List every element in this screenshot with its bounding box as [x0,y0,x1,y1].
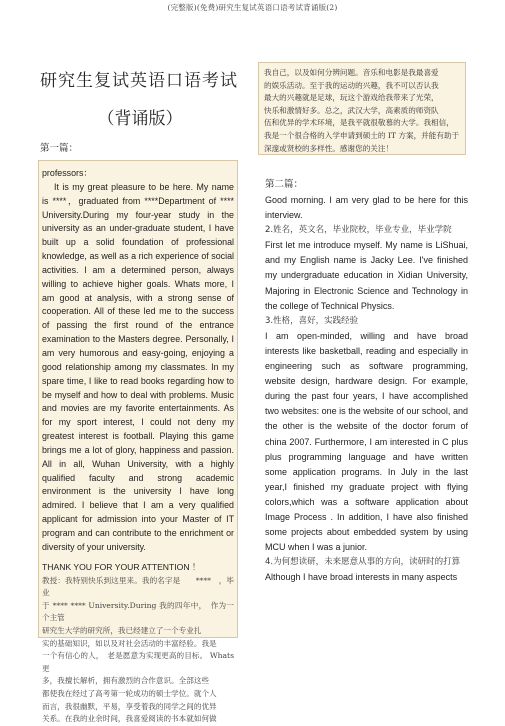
translation-line: 关系。在我的业余时间，我喜爱阅读的书本就如何做 [42,714,217,724]
translation-line: 而言，我很幽默，平易，享受着我的同学之间的优异 [42,701,217,711]
thanks-line: THANK YOU FOR YOUR ATTENTION ！ [42,561,201,572]
second-article-column [265,193,468,585]
box-top-line: 深邃或贤校的多样性。感谢您的关注！ [264,143,394,153]
introduction-paragraph: It is my great pleasure to be here. My name is ****，graduated from ****Department of **** University.During my four-year study in the university as an under-graduate student, I have built up a solid foundation of professional knowledge, as well as a rich experience of social activities. I am a determined person, always willing to achieve higher goals. Whats more, I am good at analysis, with a strong sense of cooperation. All of these led me to the success of passing the first round of the entrance examination to the Masters degree. Personally, I am very humorous and easy-going, enjoying a good relationship among my classmates. In my spare time, I like to read books regarding how to be myself and how to deal with problems. Music and movies are my favorite entertainments. As for my sport interest, I could not deny my greatest interest is football. Playing this game brings me a lot of glory, happiness and passion. All in all, Wuhan University, with a highly qualified faculty and strong academic environment is the university I have long admired. I believe that I am a very qualified applicant for admission into your Master of IT program and can contribute to the enrichment or diversity of your university. [42,181,234,552]
box-top-line: 快乐和激情好多。总之，武汉大学，高素质的师资队 [264,105,439,115]
translation-line: 多，我擅长解析，拥有激烈的合作意识。全部这些 [42,676,210,686]
article-paragraph: Good morning. I am very glad to be here for this interview. [265,195,468,221]
article-heading: 3.性格，喜好，实践经验 [265,315,359,326]
translation-line: 实的基础知识，如以及对社会活动的丰富经验。我是 [42,638,217,648]
box-top-line: 最大的兴趣就是足球，玩这个游戏给我带来了光荣， [264,93,439,103]
document-header: (完整版)(免费)研究生复试英语口语考试背诵版(2) [167,3,338,12]
salutation-text: professors： [42,168,93,178]
translation-line: 都使我在经过了高考第一轮成功的硕士学位。就个人 [42,688,217,698]
section-1-label: 第一篇： [40,143,79,154]
page-subtitle: （背诵版） [97,109,183,129]
translation-line: 教授：我特别快乐到这里来。我的名字是 **** ，毕业 [42,575,234,598]
highlight-box-main [38,160,238,724]
section-2-label: 第二篇： [265,179,304,190]
article-paragraph: Although I have broad interests in many aspects [265,572,458,583]
article-paragraph: I am open-minded, willing and have broad interests like basketball, reading and especially in engineering such as software programming, website design, hardware design. For example, during the past four years, I have accomplished two websites: one is the website of our school, and the other is the website of the doctor forum of china 2007. Furthermore, I am interested in C plus plus programming language and have written some application programs. In July in the last year,I finished my graduate project with flying colors,which was a software application about Image Process . In addition, I have also finished some projects about embedded system by using MCU when I was a junior. [265,330,468,553]
article-heading: 4.为何想读研，未来愿意从事的方向，读研时的打算 [265,557,461,568]
article-paragraph: First let me introduce myself. My name is LiShuai, and my English name is Jacky Lee. I've finished my undergraduate education in Xidian University, Majoring in Electronic Science and Technology in the college of Technical Physics. [265,240,468,311]
highlight-box-top [258,62,466,155]
article-heading: 2.姓名，英文名，毕业院校，毕业专业，毕业学院 [265,225,452,236]
translation-line: 研究生大学的研究所，我已经建立了一个专业扎 [42,626,202,635]
box-top-line: 我是一个很合格的入学申请到硕士的 IT 方案，并能有助于 [264,130,460,140]
box-top-line: 伍和优异的学术环境，是我平就很敬慕的大学。我相信， [264,118,454,128]
box-top-line: 我自己，以及如何分辨问题。音乐和电影是我最喜爱 [264,68,439,77]
translation-line: 于 **** **** University.During 我的四年中， 作为一个主管 [42,600,234,623]
box-top-line: 的娱乐活动。至于我的运动的兴趣，我不可以否认我 [264,80,439,90]
translation-line: 一个有信心的人， 老是愿意为实现更高的目标。 Whats 更 [42,651,234,673]
page-title: 研究生复试英语口语考试 [40,71,238,91]
